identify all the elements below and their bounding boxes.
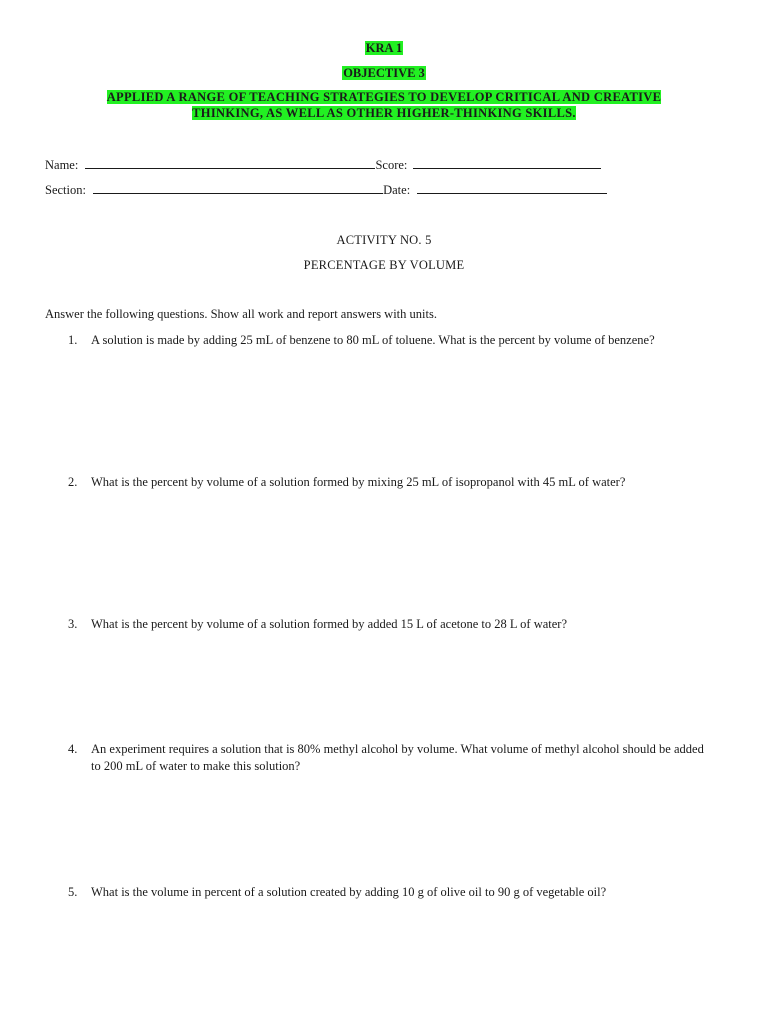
question-text: What is the percent by volume of a solution formed by mixing 25 mL of isopropanol with 45 mL of water? — [91, 475, 626, 489]
question-number: 3. — [68, 617, 78, 631]
question-text: An experiment requires a solution that is 80% methyl alcohol by volume. What volume of methyl alcohol should be added to 200 mL of water to make this solution? — [91, 742, 704, 773]
score-label: Score: — [375, 158, 408, 172]
section-label: Section: — [45, 183, 86, 197]
instructions: Answer the following questions. Show all work and report answers with units. — [45, 307, 437, 321]
question-number: 2. — [68, 475, 78, 489]
objective-statement-line-2: THINKING, AS WELL AS OTHER HIGHER-THINKING SKILLS. — [192, 106, 576, 120]
section-field[interactable] — [93, 180, 383, 194]
name-label: Name: — [45, 158, 79, 172]
question-text: What is the volume in percent of a solution created by adding 10 g of olive oil to 90 g of vegetable oil? — [91, 885, 607, 899]
kra-label: KRA 1 — [365, 41, 403, 55]
activity-number: ACTIVITY NO. 5 — [336, 233, 432, 247]
score-field[interactable] — [413, 155, 601, 169]
question-number: 4. — [68, 742, 78, 756]
question-number: 5. — [68, 885, 78, 899]
objective-statement-line-1: APPLIED A RANGE OF TEACHING STRATEGIES TO DEVELOP CRITICAL AND CREATIVE — [106, 90, 662, 104]
name-field[interactable] — [85, 155, 375, 169]
name-score-row — [45, 155, 601, 173]
question-number: 1. — [68, 333, 78, 347]
date-field[interactable] — [417, 180, 607, 194]
activity-title: PERCENTAGE BY VOLUME — [303, 258, 465, 272]
question-text: What is the percent by volume of a solution formed by added 15 L of acetone to 28 L of water? — [91, 617, 568, 631]
question-text: A solution is made by adding 25 mL of benzene to 80 mL of toluene. What is the percent by volume of benzene? — [91, 333, 655, 347]
kra-heading — [0, 40, 768, 56]
objective-heading — [0, 65, 768, 81]
objective-label: OBJECTIVE 3 — [343, 66, 425, 80]
section-date-row — [45, 180, 607, 198]
date-label: Date: — [383, 183, 411, 197]
